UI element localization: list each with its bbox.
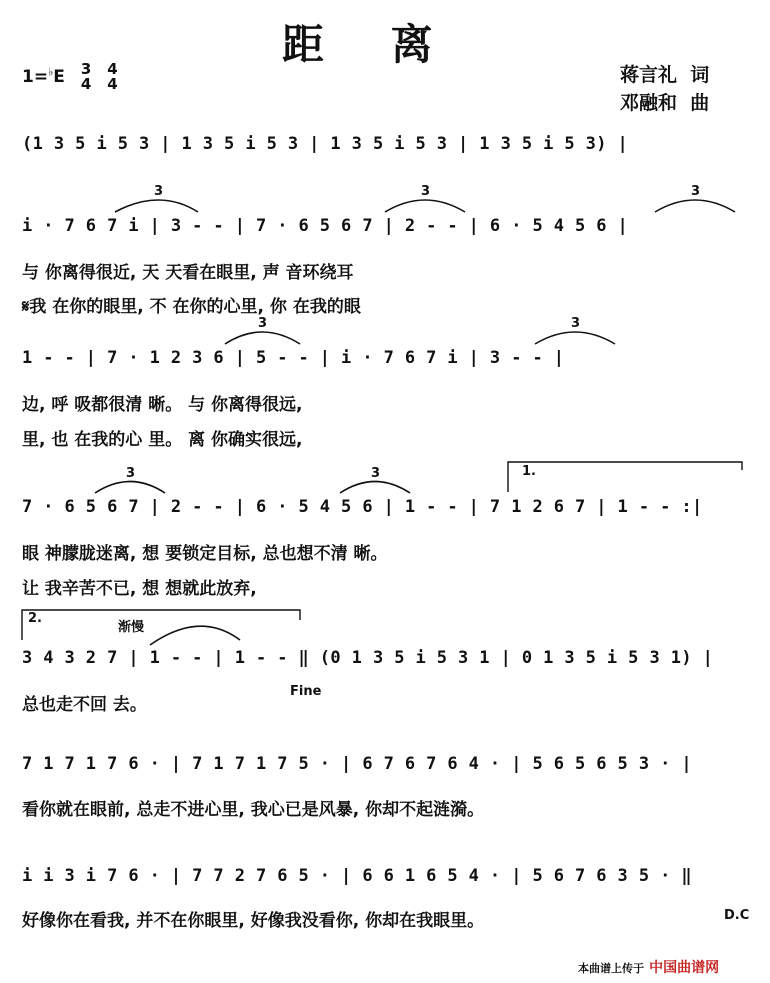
volta-1-bracket [508,462,742,492]
slur-row3-b [340,482,410,494]
triplet-mark: 3 [126,466,136,481]
row5-lyric: 看你就在眼前, 总走不进心里, 我心已是风暴, 你却不起涟漪。 [22,800,485,820]
volta-1-label: 1. [522,464,536,479]
slur-row1-b [385,200,465,212]
time-a-denominator: 4 [80,75,92,93]
upload-watermark [578,957,719,977]
triplet-mark: 3 [154,184,164,199]
triplet-mark: 3 [691,184,701,199]
slur-row1-c [655,200,735,212]
slur-row2-b [535,332,615,344]
triplet-mark: 3 [421,184,431,199]
row4-lyric: 总也走不回 去。 [22,695,147,715]
flat-symbol: ♭ [48,65,54,79]
volta-2-label: 2. [28,611,42,626]
row2-notes: 1 - - | 7 · 1 2 3 6 | 5 - - | i · 7 6 7 i | 3 - - | [22,348,565,368]
ritardando-mark: 渐慢 [118,620,145,635]
slur-row4-tie [150,626,240,645]
row2-lyric-verse2: 里, 也 在我的心 里。 离 你确实很远, [22,430,303,450]
key-note: E [53,67,65,87]
key-prefix: 1= [22,67,49,87]
volta-2-bracket [22,610,300,640]
time-b-numerator: 4 [107,60,118,78]
fine-mark: Fine [290,684,322,699]
row3-notes: 7 · 6 5 6 7 | 2 - - | 6 · 5 4 5 6 | 1 - - | 7 1 2 6 7 | 1 - - :| [22,497,703,517]
row3-lyric-verse1: 眼 神朦胧迷离, 想 要锁定目标, 总也想不清 晰。 [22,544,388,564]
slur-row1-a [115,200,198,212]
time-a-numerator: 3 [80,60,92,78]
site-logo: 中国曲谱网 [649,960,720,976]
triplet-mark: 3 [571,316,581,331]
key-signature [22,62,118,92]
lyricist-credit: 蒋言礼 词 [620,64,710,86]
row1-lyric-verse2: 𝄋我 在你的眼里, 不 在你的心里, 你 在我的眼 [22,297,361,317]
composer-credit: 邓融和 曲 [620,92,710,114]
slur-row2-a [225,332,300,344]
row6-lyric: 好像你在看我, 并不在你眼里, 好像我没看你, 你却在我眼里。 [22,911,485,931]
row2-lyric-verse1: 边, 呼 吸都很清 晰。 与 你离得很远, [22,395,303,415]
time-b-denominator: 4 [107,75,118,93]
time-signature-3-4 [81,62,91,92]
dc-mark: D.C [724,908,750,923]
row1-notes: i · 7 6 7 i | 3 - - | 7 · 6 5 6 7 | 2 - - | 6 · 5 4 5 6 | [22,216,629,236]
intro-notes: (1 3 5 i 5 3 | 1 3 5 i 5 3 | 1 3 5 i 5 3 | 1 3 5 i 5 3) | [22,134,629,154]
time-signature-4-4 [107,62,117,92]
row4-notes: 3 4 3 2 7 | 1 - - | 1 - - ‖ (0 1 3 5 i 5 3 1 | 0 1 3 5 i 5 3 1) | [22,648,714,668]
triplet-mark: 3 [371,466,381,481]
triplet-mark: 3 [258,316,268,331]
row5-notes: 7 1 7 1 7 6 · | 7 1 7 1 7 5 · | 6 7 6 7 6 4 · | 5 6 5 6 5 3 · | [22,754,692,774]
row3-lyric-verse2: 让 我辛苦不已, 想 想就此放弃, [22,579,257,599]
row1-lyric-verse1: 与 你离得很近, 天 天看在眼里, 声 音环绕耳 [22,263,354,283]
row6-notes: i i 3 i 7 6 · | 7 7 2 7 6 5 · | 6 6 1 6 5 4 · | 5 6 7 6 3 5 · ‖ [22,866,692,886]
song-title: 距 离 [282,20,459,69]
slur-row3-a [95,482,165,494]
watermark-text: 本曲谱上传于 [578,962,644,975]
